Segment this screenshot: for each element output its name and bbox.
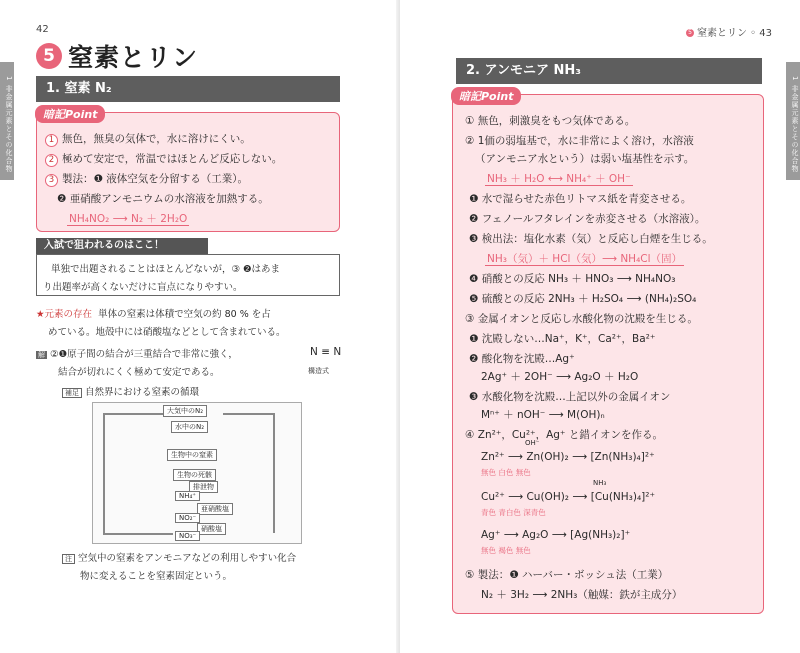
structural-formula: N ≡ N bbox=[310, 346, 342, 358]
structural-formula-label: 構造式 bbox=[308, 367, 329, 375]
note: 注 空気中の窒素をアンモニアなどの利用しやすい化合 bbox=[62, 550, 296, 564]
memo-point-label: 暗記Point bbox=[451, 87, 521, 105]
exam-focus-box: 単独で出題されることはほとんどないが，③ ❷はあま り出題率が高くないだけに盲点になりやすい。 bbox=[36, 254, 340, 296]
memo-point-label: 暗記Point bbox=[35, 105, 105, 123]
section-title-ammonia: 2. アンモニア NH₃ bbox=[456, 58, 762, 84]
element-existence: ★元素の存在 単体の窒素は体積で空気の約 80 % を占 bbox=[36, 309, 271, 320]
formula-ammonium-nitrite: NH₄NO₂ ⟶ N₂ ＋ 2H₂O bbox=[69, 213, 188, 225]
nitrogen-cycle-diagram: 大気中のN₂ 水中のN₂ 生物中の窒素 生物の死骸 排泄物 NH₄⁺ 亜硝酸塩 NO₂⁻ 硝酸塩 NO₃⁻ bbox=[92, 402, 302, 544]
number-badge: 3 bbox=[45, 174, 58, 187]
chapter-number-badge: 5 bbox=[36, 43, 62, 69]
chapter-heading bbox=[36, 38, 198, 74]
page-number-left: 42 bbox=[36, 24, 49, 35]
side-tab-left: 1 非金属元素とその化合物 bbox=[0, 62, 14, 180]
chapter-dot-icon: 5 bbox=[686, 29, 694, 37]
number-badge: 2 bbox=[45, 154, 58, 167]
right-page bbox=[400, 0, 800, 653]
chapter-title: 窒素とリン bbox=[68, 43, 199, 72]
point-3: 3 製法：❶ 液体空気を分留する（工業）。 bbox=[45, 171, 248, 187]
supplement: 補足 自然界における窒素の循環 bbox=[62, 384, 199, 398]
section-title-nitrogen: 1. 窒素 N₂ bbox=[36, 76, 340, 102]
exam-focus-heading: 入試で狙われるのはここ！ bbox=[36, 238, 208, 254]
side-tab-right: 1 非金属元素とその化合物 bbox=[786, 62, 800, 180]
point-1: 1 無色，無臭の気体で，水に溶けにくい。 bbox=[45, 131, 251, 147]
memo-point-box-right: 暗記Point ① 無色，刺激臭をもつ気体である。 ② 1価の弱塩基で，水に非常によく溶け，水溶液 （アンモニア水という）は弱い塩基性を示す。 NH₃ ＋ H₂O ⟷ NH₄⁺ ＋ OH⁻ ❶ 水で湿らせた赤色リトマス紙を青変させる。 ❷ フェノールフタレインを赤変させる（水溶液）。 ❸ 検出法：塩化水素（気）と反応し白煙を生じる。 NH₃（気）＋ HCl（気）⟶ NH₄Cl（固） ❹ 硝酸との反応 NH₃ ＋ HNO₃ ⟶ NH₄NO₃ ❺ 硫酸との反応 2NH₃ ＋ H₂SO₄ ⟶ (NH₄)₂SO₄ ③ 金属イオンと反応し水酸化物の沈殿を生じる。 ❶ 沈殿しない…Na⁺，K⁺，Ca²⁺，Ba²⁺ ❷ 酸化物を沈殿…Ag⁺ 2Ag⁺ ＋ 2OH⁻ ⟶ Ag₂O ＋ H₂O ❸ 水酸化物を沈殿…上記以外の金属イオン Mⁿ⁺ ＋ nOH⁻ ⟶ M(OH)ₙ ④ Zn²⁺，Cu²⁺，Ag⁺ と錯イオンを作る。 OH⁻ Zn²⁺ ⟶ Zn(OH)₂ ⟶ [Zn(NH₃)₄]²⁺ 無色 白色 無色 NH₃ Cu²⁺ ⟶ Cu(OH)₂ ⟶ [Cu(NH₃)₄]²⁺ 青色 青白色 深青色 Ag⁺ ⟶ Ag₂O ⟶ [Ag(NH₃)₂]⁺ 無色 褐色 無色 ⑤ 製法：❶ ハーバー・ボッシュ法（工業） N₂ ＋ 3H₂ ⟶ 2NH₃（触媒：鉄が主成分） bbox=[452, 94, 764, 614]
left-page: 1 非金属元素とその化合物 42 5 窒素とリン 1. 窒素 N₂ 暗記Point 1 無色，無臭の気体で，水に溶けにくい。 2 極めて安定で，常温ではほとんど反応しない。 3 製法：❶ 液体空気を分留する（工業）。 ❷ 亜硝酸アンモニウムの水溶液を加熱する。 NH₄NO₂ ⟶ N₂ ＋ 2H₂O 入試で狙われるのはここ！ 単独で出題されることはほとんどないが，③ ❷はあま り出題率が高くないだけに盲点になりやすい。 ★元素の存在 単体の窒素は体積で空気の約 80 % を占 めている。地殻中には硝酸塩などとして含まれている。 解 ②❶原子間の結合が三重結合で非常に強く， 結合が切れにくく極めて安定である。 N ≡ N 構造式 補足 自然界における窒素の循環 大気中のN₂ 水中のN₂ 生物中の窒素 生物の死骸 排泄物 NH₄⁺ 亜硝酸塩 NO₂⁻ 硝酸塩 NO₃⁻ 注 空気中の窒素をアンモニアなどの利用しやすい化合 物に変えることを窒素固定という。 bbox=[0, 0, 400, 653]
point-2: 2 極めて安定で，常温ではほとんど反応しない。 bbox=[45, 151, 282, 167]
point-3-sub: ❷ 亜硝酸アンモニウムの水溶液を加熱する。 bbox=[57, 193, 269, 205]
memo-point-box-left bbox=[36, 108, 340, 232]
number-badge: 1 bbox=[45, 134, 58, 147]
page-header-right: 5 窒素とリン ◦ 43 bbox=[686, 24, 772, 39]
explanation: 解 ②❶原子間の結合が三重結合で非常に強く， bbox=[38, 349, 238, 360]
